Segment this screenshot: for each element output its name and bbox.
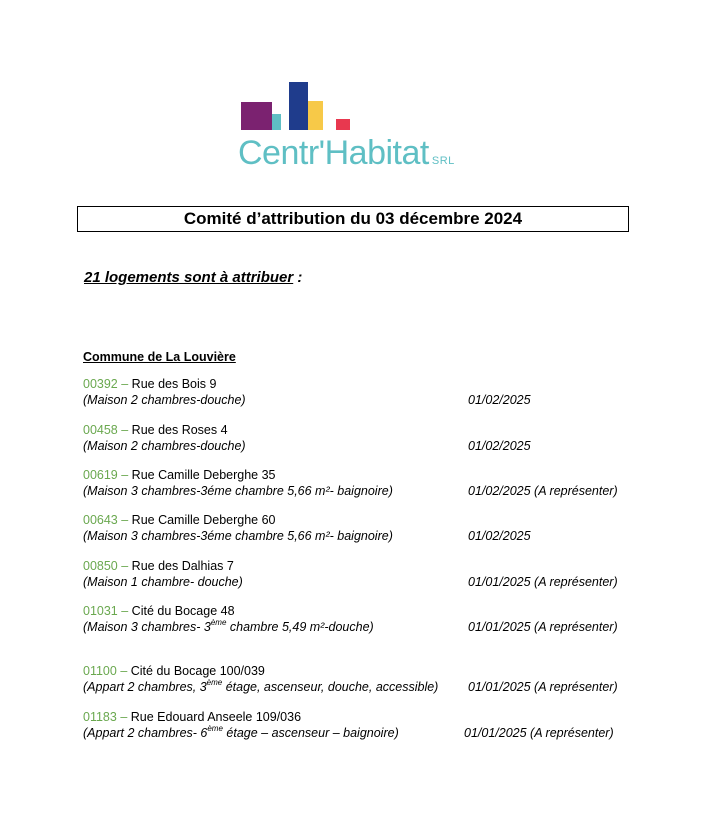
entry-date: 01/01/2025 (A représenter) [464, 726, 614, 740]
entry-date: 01/02/2025 [468, 393, 531, 407]
entry-code: 00643 [83, 513, 118, 527]
lead-text [84, 269, 302, 286]
housing-entry: 00643 – Rue Camille Deberghe 60 (Maison 3 chambres-3éme chambre 5,66 m²- baignoire) 01/02/2025 [83, 513, 531, 543]
logo-bar-red [336, 119, 350, 130]
page-title: Comité d’attribution du 03 décembre 2024 [77, 206, 629, 232]
lead-tail: : [293, 269, 303, 286]
entry-description: (Maison 3 chambres-3éme chambre 5,66 m²- baignoire) [83, 529, 393, 543]
housing-entry: 00392 – Rue des Bois 9 (Maison 2 chambres-douche) 01/02/2025 [83, 377, 531, 407]
entry-description: (Maison 3 chambres-3éme chambre 5,66 m²- baignoire) [83, 484, 393, 498]
entry-address: Cité du Bocage 48 [131, 604, 235, 618]
housing-entry: 01031 – Cité du Bocage 48 (Maison 3 chambres- 3ème chambre 5,49 m²-douche) 01/01/2025 (A représenter) [83, 604, 618, 634]
entry-code: 01183 [83, 710, 117, 724]
entry-code: 00619 [83, 468, 118, 482]
entry-description: (Maison 1 chambre- douche) [83, 575, 243, 589]
entry-address: Rue Camille Deberghe 60 [131, 513, 276, 527]
housing-entry: 00458 – Rue des Roses 4 (Maison 2 chambres-douche) 01/02/2025 [83, 423, 531, 453]
logo-bar-blue [289, 82, 308, 130]
entry-code: 00850 [83, 559, 118, 573]
entry-address: Rue Edouard Anseele 109/036 [130, 710, 302, 724]
lead-underlined: 21 logements sont à attribuer [84, 269, 294, 286]
company-logo [238, 78, 478, 173]
entry-date: 01/02/2025 (A représenter) [468, 484, 618, 498]
entry-description: (Appart 2 chambres, 3ème étage, ascenseur, douche, accessible) [83, 678, 439, 694]
entry-address: Rue Camille Deberghe 35 [131, 468, 276, 482]
logo-wordmark: Centr'Habitat SRL [238, 134, 455, 172]
entry-date: 01/02/2025 [468, 529, 531, 543]
entry-description: (Appart 2 chambres- 6ème étage – ascenseur – baignoire) [83, 724, 399, 740]
entry-date: 01/01/2025 (A représenter) [468, 575, 618, 589]
entry-date: 01/01/2025 (A représenter) [468, 620, 618, 634]
entry-description: (Maison 2 chambres-douche) [83, 393, 246, 407]
logo-bar-purple [241, 102, 272, 130]
entry-address: Cité du Bocage 100/039 [130, 664, 265, 678]
logo-bar-yellow [308, 101, 323, 130]
entry-date: 01/01/2025 (A représenter) [468, 680, 618, 694]
entry-address: Rue des Dalhias 7 [131, 559, 234, 573]
housing-entry: 01100 – Cité du Bocage 100/039 (Appart 2 chambres, 3ème étage, ascenseur, douche, accessible) 01/01/2025 (A représenter) [83, 664, 618, 694]
entry-date: 01/02/2025 [468, 439, 531, 453]
commune-heading: Commune de La Louvière [83, 350, 236, 364]
housing-entry: 00850 – Rue des Dalhias 7 (Maison 1 chambre- douche) 01/01/2025 (A représenter) [83, 559, 618, 589]
entry-code: 00392 [83, 377, 118, 391]
housing-entry: 00619 – Rue Camille Deberghe 35 (Maison 3 chambres-3éme chambre 5,66 m²- baignoire) 01/02/2025 (A représenter) [83, 468, 618, 498]
entry-description: (Maison 3 chambres- 3ème chambre 5,49 m²-douche) [83, 618, 374, 634]
entry-code: 01100 [83, 664, 117, 678]
entry-code: 01031 [83, 604, 118, 618]
entry-description: (Maison 2 chambres-douche) [83, 439, 246, 453]
entry-code: 00458 [83, 423, 118, 437]
logo-bar-teal [272, 114, 281, 130]
entry-address: Rue des Roses 4 [131, 423, 228, 437]
housing-entry: 01183 – Rue Edouard Anseele 109/036 (Appart 2 chambres- 6ème étage – ascenseur – baignoire) 01/01/2025 (A représenter) [83, 710, 614, 740]
entry-address: Rue des Bois 9 [131, 377, 217, 391]
logo-suffix: SRL [431, 155, 455, 167]
